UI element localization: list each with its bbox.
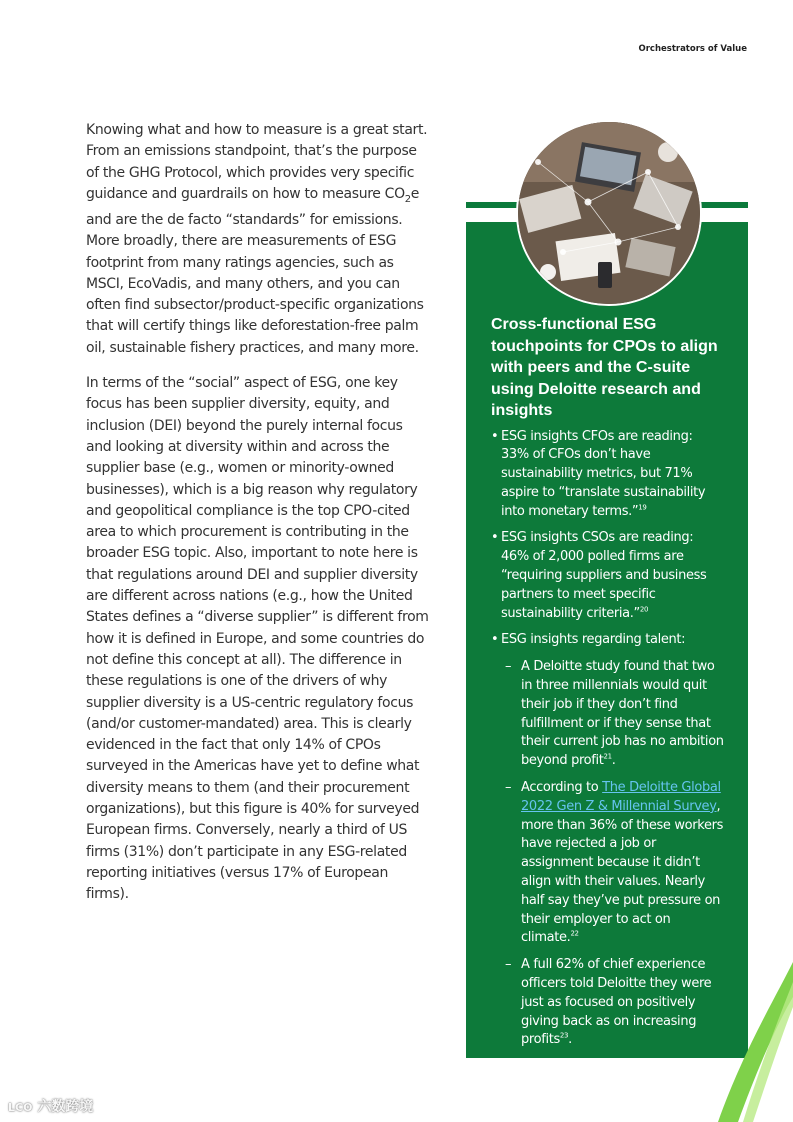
footnote-ref: 22 [570,930,579,939]
paragraph-1-part-a: Knowing what and how to measure is a great start. From an emissions standpoint, that’s the purpose of the GHG Protocol, which provides very specific guidance and guardrails on how to measure CO [86,122,428,202]
footnote-ref: 21 [603,752,612,761]
bullet-dot: • [491,530,499,546]
list-item-text: ESG insights regarding talent: [501,632,686,648]
dash-marker: – [505,659,512,675]
dash-marker: – [505,780,512,796]
list-item [491,428,724,522]
sub-item-text: A full 62% of chief experience officers told Deloitte they were just as focused on positively giving back as on increasing profits [521,957,712,1048]
sub-item-text: A Deloitte study found that two in three millennials would quit their job if they don’t find fulfillment or if they sense that their current job has no ambition beyond profit [521,659,724,769]
dash-marker: – [505,957,512,973]
green-swoosh-icon [713,962,793,1122]
list-item [491,529,724,623]
footnote-ref: 20 [639,605,649,614]
bullet-dot: • [491,428,499,444]
page-header-title: Orchestrators of Value [638,44,747,54]
list-item [491,631,724,650]
sub-item-pre: According to [521,780,603,796]
footnote-ref: 23 [559,1032,569,1041]
bullet-dot: • [491,632,499,648]
watermark-logo: LCO [8,1101,33,1114]
footnote-ref: 19 [638,503,647,512]
paragraph-1-part-b: e and are the de facto “standards” for emissions. More broadly, there are measurements of ESG footprint from many ratings agencies, such as MSCI, EcoVadis, and many others, and you can often find subsector/product-specific organizations that will certify things like deforestation-free palm oil, sustainable fishery practices, and many more. [86,185,424,356]
watermark-text: 六数跨境 [37,1099,94,1115]
sidebar-heading: Cross-functional ESG touchpoints for CPOs to align with peers and the C-suite using Deloitte research and insights [491,316,718,419]
paragraph-social: In terms of the “social” aspect of ESG, one key focus has been supplier diversity, equity, and inclusion (DEI) beyond the purely internal focus and looking at diversity within and across the supplier base (e.g., women or minority-owned businesses), which is a big reason why regulatory and geopolitical compliance is the top CPO-cited area to which procurement is contributing in the broader ESG topic. Also, important to note here is that regulations around DEI and supplier diversity are different across nations (e.g., how the United States defines a “diverse supplier” is different from how it is defined in Europe, and some countries do not define this concept at all). The difference in these regulations is one of the drivers of why supplier diversity is a US-centric regulatory focus (and/or customer-mandated) area. This is clearly evidenced in the fact that only 14% of CPOs surveyed in the Americas have yet to define what diversity means to them (and their procurement organizations), but this figure is 40% for surveyed European firms. Conversely, nearly a third of US firms (31%) don’t participate in any ESG-related reporting initiatives (versus 17% of European firms). [86,375,429,903]
watermark [8,1096,93,1116]
photo-meeting-table-icon [516,120,702,306]
sub-item-end: . [568,1032,572,1048]
sub-item-post: , more than 36% of these workers have rejected a job or assignment because it didn’t align with their values. Nearly half say they’ve put pressure on their employer to act on climate. [521,798,724,946]
survey-link[interactable]: The Deloitte Global 2022 Gen Z & Millennial Survey [521,780,721,814]
paragraph-measurement [86,120,431,359]
main-text-column [86,120,431,919]
list-item-text: ESG insights CFOs are reading: 33% of CFOs don’t have sustainability metrics, but 71% aspire to “translate sustainability into monetary terms.” [501,428,706,519]
co2-subscript: 2 [404,193,411,205]
esg-sidebar [466,222,748,1058]
sub-list-item [491,779,724,948]
sub-list-item [491,956,724,1050]
sub-item-end: . [611,753,616,769]
sub-list-item [491,658,724,771]
list-item-text: ESG insights CSOs are reading: 46% of 2,000 polled firms are “requiring suppliers and business partners to meet specific sustainability criteria.” [501,530,707,621]
sidebar-list [491,428,724,1051]
